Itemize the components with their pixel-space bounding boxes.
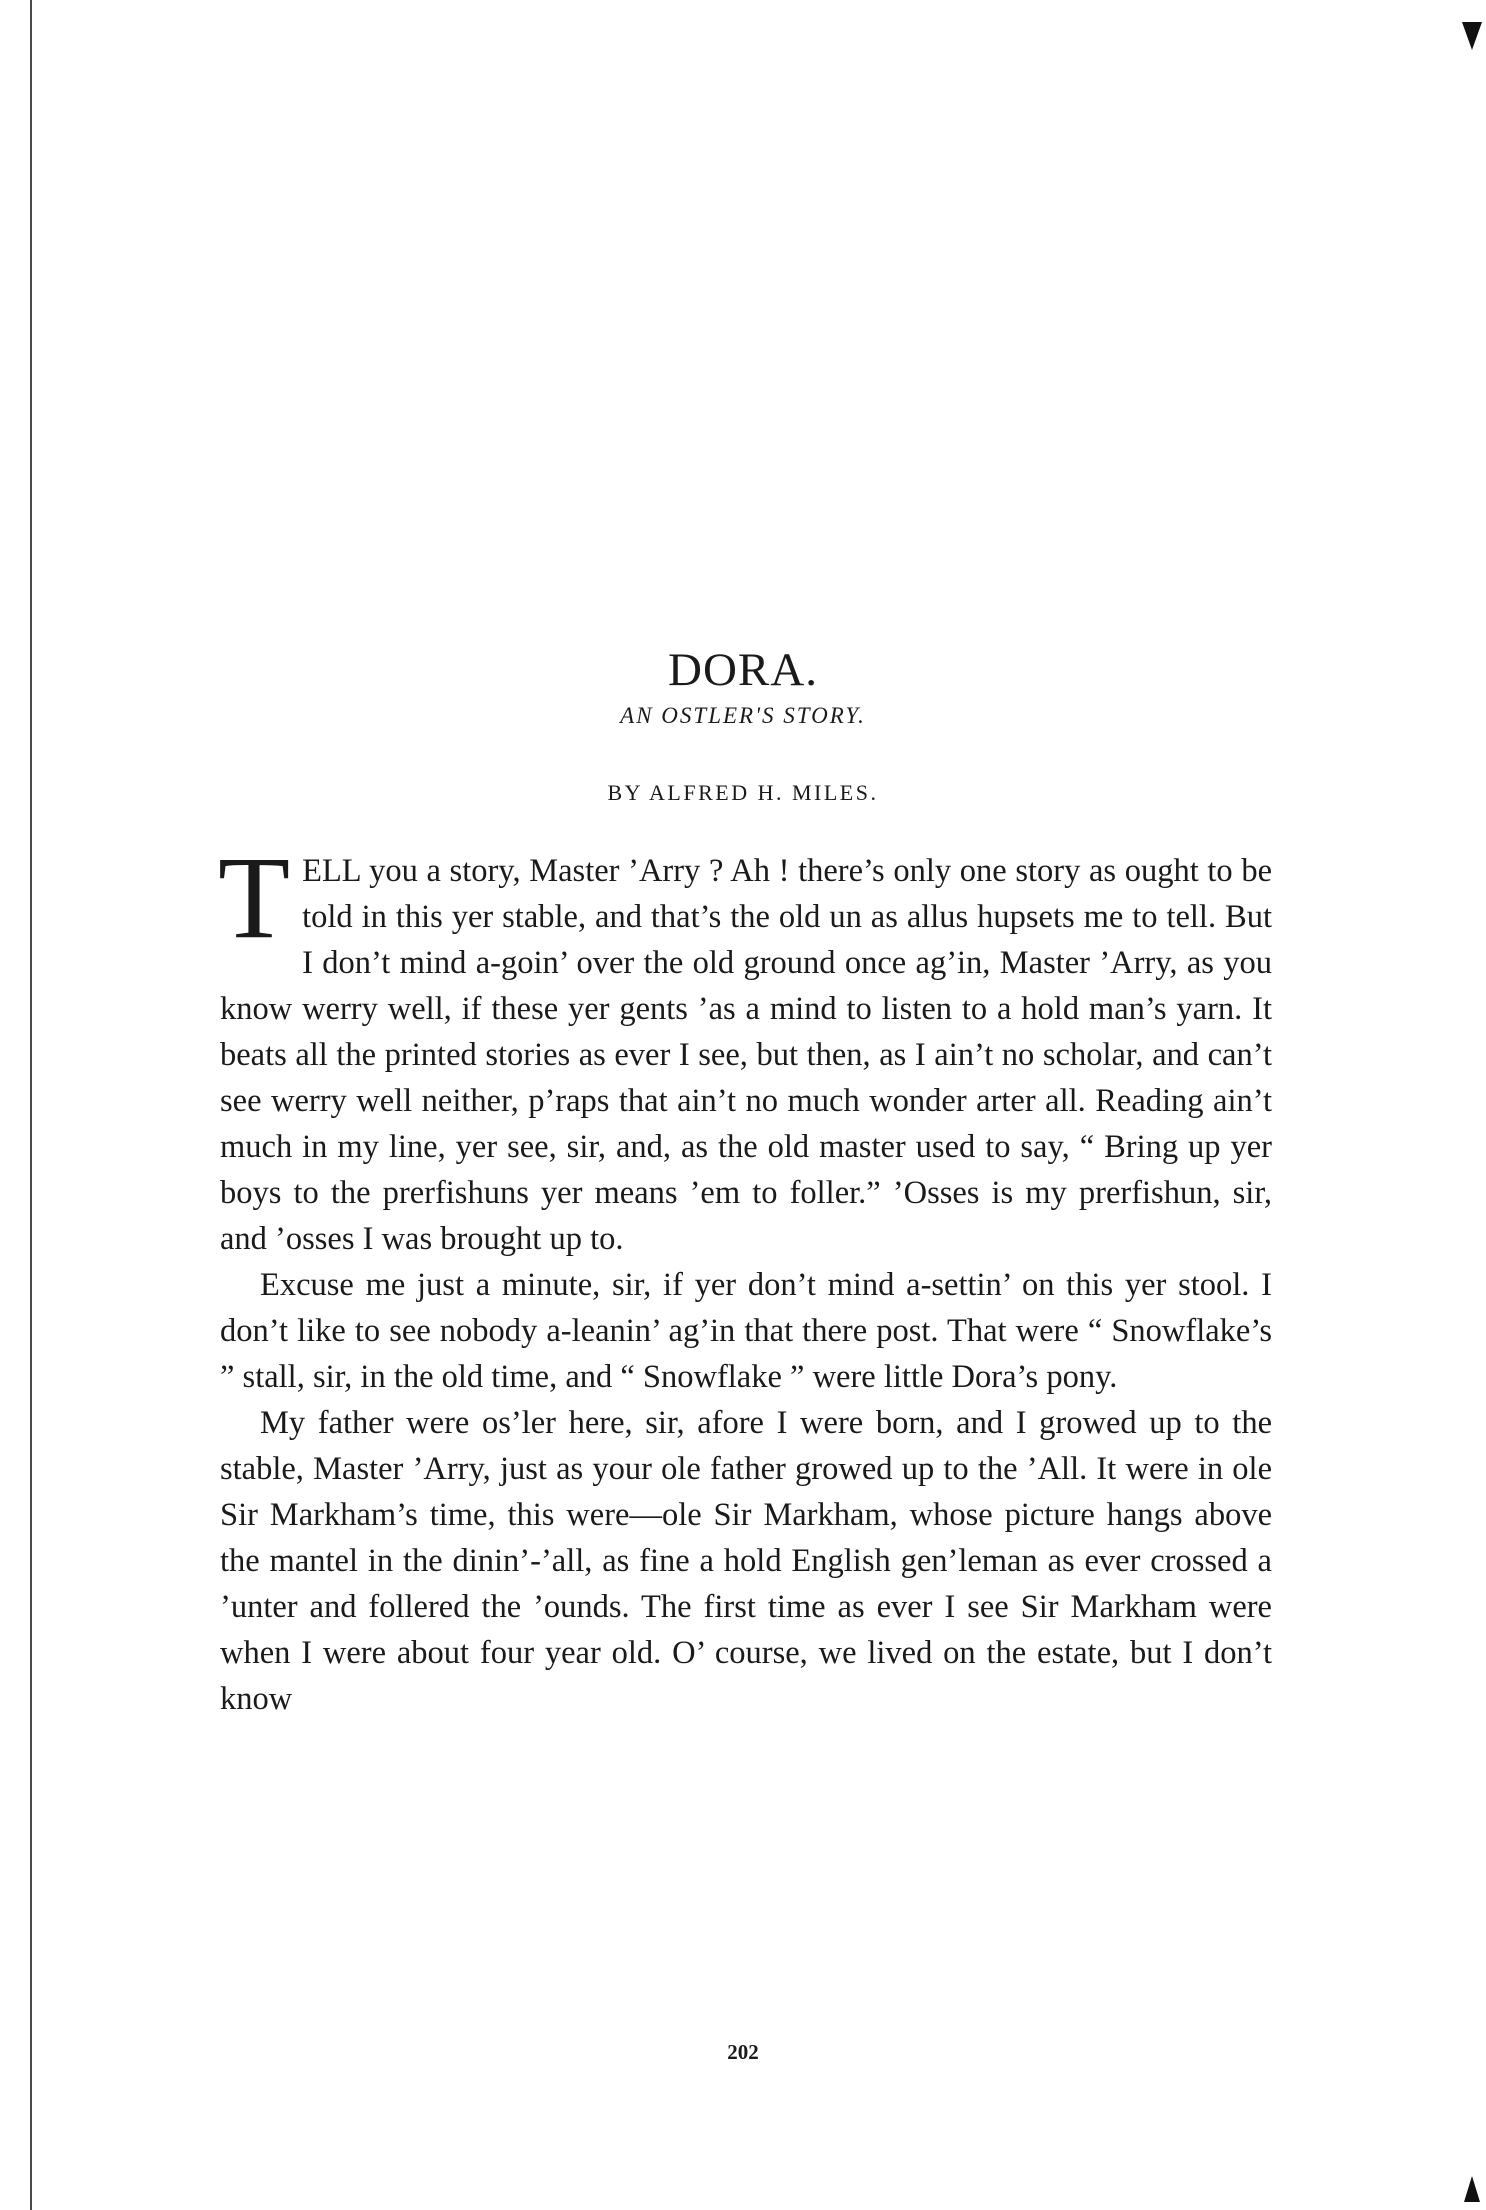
paragraph-1-text: ELL you a story, Master ’Arry ? Ah ! there’s only one story as ought to be told in this yer stable, and that’s the old un as allus hupsets me to tell. But I don’t mind a-goin’ over the old ground once ag’in, Master ’Arry, as you know werry well, if these yer gents ’as a mind to listen to a hold man’s yarn. It beats all the printed stories as ever I see, but then, as I ain’t no scholar, and can’t see werry well neither, p’raps that ain’t no much wonder arter all. Reading ain’t much in my line, yer see, sir, and, as the old master used to say, “ Bring up yer boys to the prerfishuns yer means ’em to foller.” ’Osses is my prerfishun, sir, and ’osses I was brought up to. <box>220 853 1272 1257</box>
paragraph-2: Excuse me just a minute, sir, if yer don’t mind a-settin’ on this yer stool. I don’t like to see nobody a-leanin’ ag’in that there post. That were “ Snowflake’s ” stall, sir, in the old time, and “ Snowflake ” were little Dora’s pony. <box>220 1267 1272 1395</box>
story-title: DORA. <box>668 644 818 697</box>
story-body <box>218 832 1272 1722</box>
paragraph-3: My father were os’ler here, sir, afore I were born, and I growed up to the stable, Master ’Arry, just as your ole father growed up to the ’All. It were in ole Sir Markham’s time, this were—ole Sir Markham, whose picture hangs above the mantel in the dinin’-’all, as fine a hold English gen’leman as ever crossed a ’unter and follered the ’ounds. The first time as ever I see Sir Markham were when I were about four year old. O’ course, we lived on the estate, but I don’t know <box>220 1405 1272 1717</box>
scan-corner-mark-bottom <box>1464 2176 1480 2202</box>
scan-corner-mark-top <box>1462 22 1482 50</box>
story-subtitle: AN OSTLER'S STORY. <box>620 703 866 728</box>
page-number: 202 <box>727 2040 759 2064</box>
author-byline: BY ALFRED H. MILES. <box>607 780 879 805</box>
drop-cap-letter: T <box>218 832 291 963</box>
page-gutter-line <box>30 0 32 2210</box>
paragraph-1 <box>218 832 1272 1262</box>
